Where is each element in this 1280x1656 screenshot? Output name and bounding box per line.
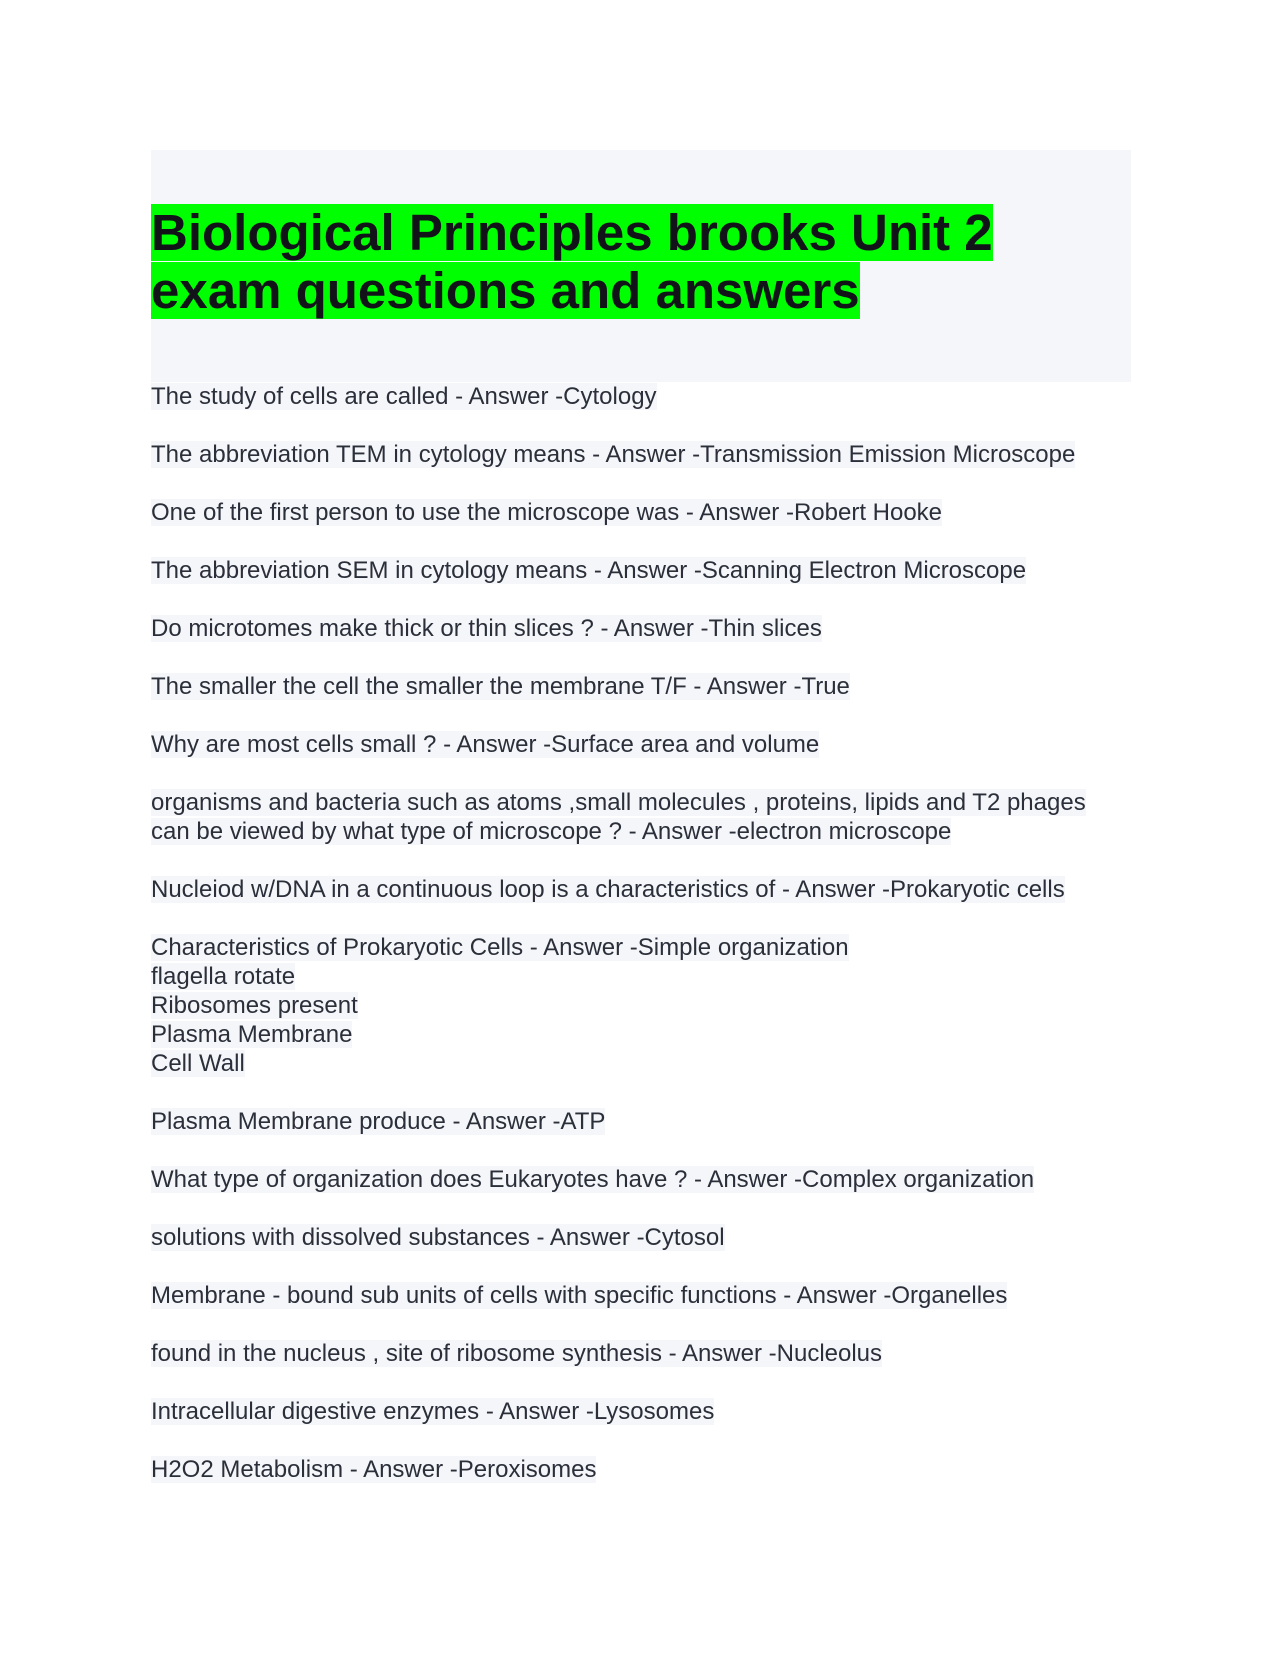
page-title: [151, 204, 1131, 320]
qa-item-text: found in the nucleus , site of ribosome synthesis - Answer -Nucleolus: [151, 1340, 883, 1367]
qa-item: [151, 1107, 1131, 1136]
title-block: [151, 150, 1131, 382]
qa-item: [151, 875, 1131, 904]
qa-subline: [151, 1049, 1131, 1078]
qa-item-text: The smaller the cell the smaller the membrane T/F - Answer -True: [151, 673, 850, 700]
qa-item-text: Nucleiod w/DNA in a continuous loop is a characteristics of - Answer -Prokaryotic cells: [151, 876, 1065, 903]
qa-item-text: organisms and bacteria such as atoms ,small molecules , proteins, lipids and T2 phages can be viewed by what type of microscope ? - Answer -electron microscope: [151, 789, 1086, 845]
qa-item: [151, 1165, 1131, 1194]
qa-item: [151, 788, 1131, 846]
qa-subline-text: Cell Wall: [151, 1050, 245, 1077]
qa-item-text: One of the first person to use the microscope was - Answer -Robert Hooke: [151, 499, 943, 526]
qa-item: [151, 672, 1131, 701]
qa-item: [151, 498, 1131, 527]
qa-item: [151, 1223, 1131, 1252]
qa-list: [151, 382, 1131, 1484]
qa-item: [151, 556, 1131, 585]
qa-item-text: Intracellular digestive enzymes - Answer -Lysosomes: [151, 1398, 715, 1425]
document-page: [151, 150, 1131, 1513]
qa-subline: [151, 962, 1131, 991]
qa-item: [151, 1281, 1131, 1310]
qa-item-text: solutions with dissolved substances - Answer -Cytosol: [151, 1224, 725, 1251]
qa-subline: [151, 991, 1131, 1020]
qa-item-text: The abbreviation SEM in cytology means - Answer -Scanning Electron Microscope: [151, 557, 1027, 584]
qa-subline-text: flagella rotate: [151, 963, 296, 990]
qa-item: [151, 1397, 1131, 1426]
qa-item-text: Plasma Membrane produce - Answer -ATP: [151, 1108, 606, 1135]
qa-item-text: Membrane - bound sub units of cells with specific functions - Answer -Organelles: [151, 1282, 1008, 1309]
qa-item-text: Do microtomes make thick or thin slices ? - Answer -Thin slices: [151, 615, 822, 642]
qa-item-text: Why are most cells small ? - Answer -Surface area and volume: [151, 731, 820, 758]
qa-item-text: Characteristics of Prokaryotic Cells - Answer -Simple organization: [151, 934, 849, 961]
qa-item: [151, 1455, 1131, 1484]
qa-item: [151, 1339, 1131, 1368]
qa-item: [151, 440, 1131, 469]
qa-subline-text: Plasma Membrane: [151, 1021, 353, 1048]
qa-item-text: The study of cells are called - Answer -Cytology: [151, 383, 657, 410]
qa-item-prokaryotic: [151, 933, 1131, 1078]
qa-item-text: H2O2 Metabolism - Answer -Peroxisomes: [151, 1456, 597, 1483]
qa-item-text: The abbreviation TEM in cytology means - Answer -Transmission Emission Microscope: [151, 441, 1076, 468]
qa-subline-text: Ribosomes present: [151, 992, 358, 1019]
qa-item: [151, 730, 1131, 759]
page-title-text: Biological Principles brooks Unit 2 exam questions and answers: [151, 204, 993, 319]
qa-item: [151, 614, 1131, 643]
qa-item: [151, 382, 1131, 411]
qa-subline: [151, 1020, 1131, 1049]
qa-item-text: What type of organization does Eukaryotes have ? - Answer -Complex organization: [151, 1166, 1035, 1193]
